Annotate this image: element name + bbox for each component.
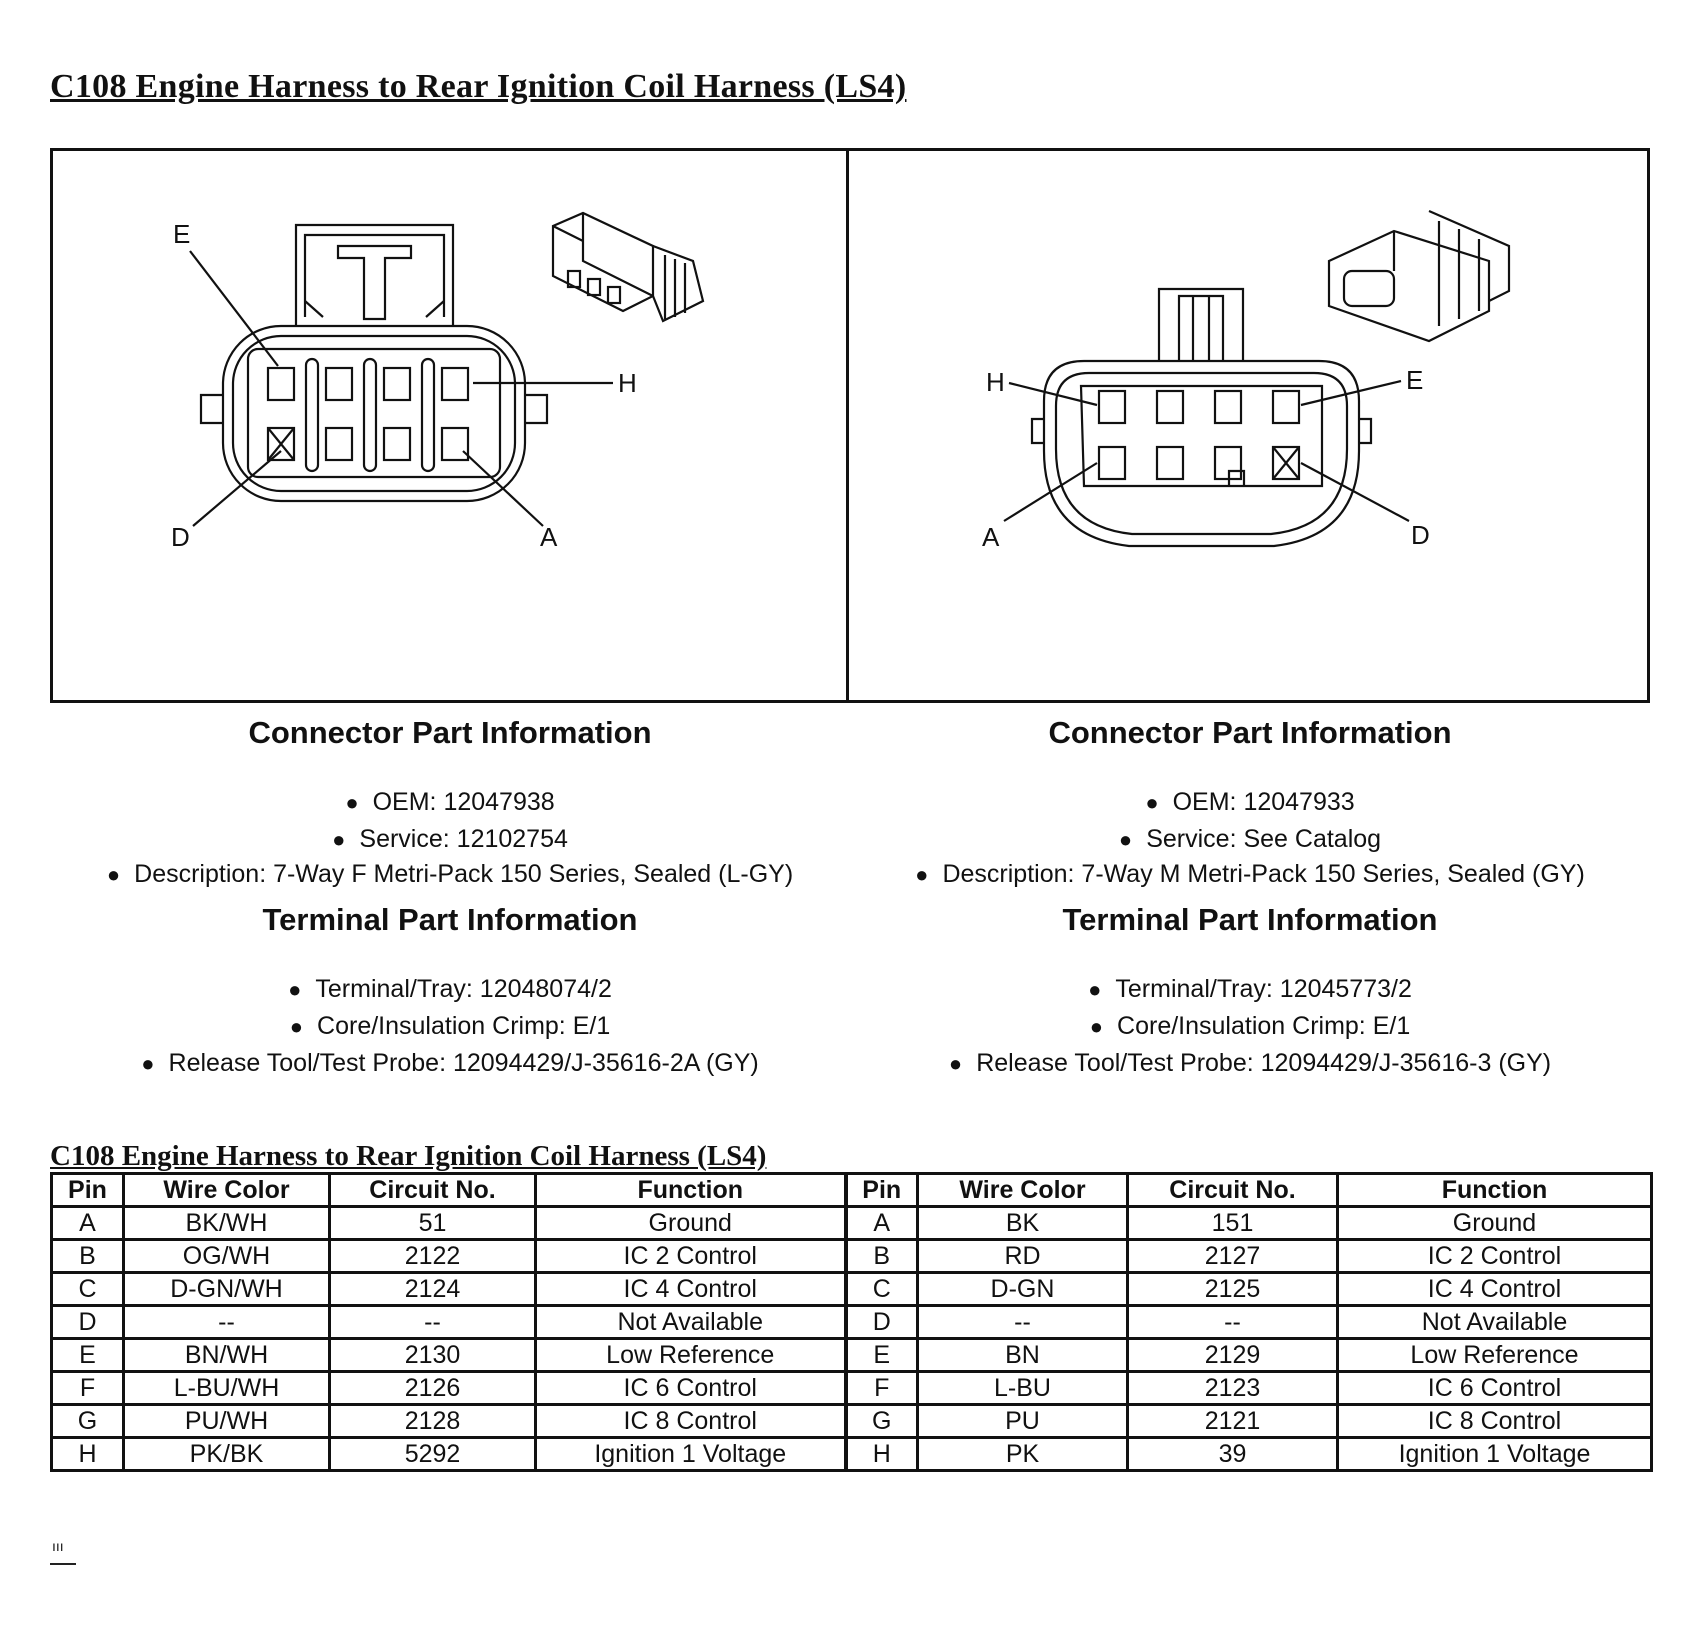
pin-label-e: E xyxy=(1406,365,1424,395)
terminal-part-heading: Terminal Part Information xyxy=(1062,902,1438,937)
page-title: C108 Engine Harness to Rear Ignition Coil Harness (LS4) xyxy=(50,68,907,105)
female-connector-diagram xyxy=(53,151,843,700)
table-cell: Not Available xyxy=(1338,1306,1652,1339)
table-cell: 2125 xyxy=(1128,1273,1338,1306)
table-cell: 39 xyxy=(1128,1438,1338,1471)
connector-info-right xyxy=(860,712,1640,1082)
pin-label-e: E xyxy=(173,219,191,249)
table-cell: E xyxy=(846,1339,918,1372)
table-cell: H xyxy=(846,1438,918,1471)
table-cell: B xyxy=(52,1240,124,1273)
table-cell: Ignition 1 Voltage xyxy=(1338,1438,1652,1471)
table-cell: 2128 xyxy=(330,1405,536,1438)
column-header: Function xyxy=(536,1174,846,1207)
table-cell: -- xyxy=(124,1306,330,1339)
table-cell: C xyxy=(52,1273,124,1306)
table-row xyxy=(52,1339,1652,1372)
list-item: ● Release Tool/Test Probe: 12094429/J-35616-3 (GY) xyxy=(948,1049,1552,1077)
table-cell: PK/BK xyxy=(124,1438,330,1471)
table-cell: BK/WH xyxy=(124,1207,330,1240)
table-cell: PU/WH xyxy=(124,1405,330,1438)
table-cell: IC 4 Control xyxy=(536,1273,846,1306)
release-tool-value: Release Tool/Test Probe: 12094429/J-35616-2A (GY) xyxy=(168,1049,759,1077)
column-header: Wire Color xyxy=(124,1174,330,1207)
table-cell: Not Available xyxy=(536,1306,846,1339)
table-cell: 2121 xyxy=(1128,1405,1338,1438)
table-cell: 5292 xyxy=(330,1438,536,1471)
table-cell: 151 xyxy=(1128,1207,1338,1240)
table-cell: D-GN/WH xyxy=(124,1273,330,1306)
table-cell: A xyxy=(52,1207,124,1240)
column-header: Circuit No. xyxy=(1128,1174,1338,1207)
table-cell: 2124 xyxy=(330,1273,536,1306)
table-cell: L-BU xyxy=(918,1372,1128,1405)
crimp-value: Core/Insulation Crimp: E/1 xyxy=(1117,1012,1411,1040)
table-cell: 2127 xyxy=(1128,1240,1338,1273)
table-cell: Ground xyxy=(1338,1207,1652,1240)
table-cell: BK xyxy=(918,1207,1128,1240)
terminal-part-list xyxy=(860,971,1640,1082)
table-cell: OG/WH xyxy=(124,1240,330,1273)
terminal-tray-value: Terminal/Tray: 12045773/2 xyxy=(1115,975,1412,1003)
column-header: Pin xyxy=(846,1174,918,1207)
table-cell: H xyxy=(52,1438,124,1471)
table-cell: IC 8 Control xyxy=(536,1405,846,1438)
table-title: C108 Engine Harness to Rear Ignition Coil Harness (LS4) xyxy=(50,1140,767,1172)
list-item: ● Service: See Catalog xyxy=(1118,825,1382,853)
table-cell: G xyxy=(52,1405,124,1438)
connector-part-list xyxy=(860,784,1640,891)
table-row xyxy=(52,1207,1652,1240)
connector-part-list xyxy=(60,784,840,891)
connector-part-heading: Connector Part Information xyxy=(248,715,652,750)
pin-label-h: H xyxy=(986,367,1005,397)
table-row xyxy=(52,1240,1652,1273)
list-item: ● Release Tool/Test Probe: 12094429/J-35616-2A (GY) xyxy=(141,1049,759,1077)
table-cell: A xyxy=(846,1207,918,1240)
terminal-part-list xyxy=(60,971,840,1082)
table-cell: 2130 xyxy=(330,1339,536,1372)
pin-label-a: A xyxy=(982,522,1000,552)
description-value: Description: 7-Way F Metri-Pack 150 Series, Sealed (L-GY) xyxy=(134,860,794,888)
table-cell: B xyxy=(846,1240,918,1273)
list-item: ● OEM: 12047933 xyxy=(1145,788,1355,816)
pinout-table xyxy=(50,1172,1653,1472)
table-cell: 2126 xyxy=(330,1372,536,1405)
table-cell: L-BU/WH xyxy=(124,1372,330,1405)
terminal-tray-value: Terminal/Tray: 12048074/2 xyxy=(315,975,612,1003)
column-header: Function xyxy=(1338,1174,1652,1207)
column-header: Pin xyxy=(52,1174,124,1207)
table-cell: F xyxy=(846,1372,918,1405)
table-cell: 2122 xyxy=(330,1240,536,1273)
pin-label-d: D xyxy=(1411,520,1430,550)
table-cell: Ignition 1 Voltage xyxy=(536,1438,846,1471)
table-cell: F xyxy=(52,1372,124,1405)
connector-diagrams xyxy=(50,148,1650,703)
table-cell: PU xyxy=(918,1405,1128,1438)
list-item: ● OEM: 12047938 xyxy=(345,788,555,816)
description-value: Description: 7-Way M Metri-Pack 150 Series, Sealed (GY) xyxy=(942,860,1585,888)
list-item: ● Terminal/Tray: 12048074/2 xyxy=(288,975,612,1003)
table-cell: D xyxy=(846,1306,918,1339)
table-cell: BN/WH xyxy=(124,1339,330,1372)
table-cell: BN xyxy=(918,1339,1128,1372)
table-row xyxy=(52,1306,1652,1339)
table-cell: -- xyxy=(918,1306,1128,1339)
table-row xyxy=(52,1405,1652,1438)
list-item: ● Core/Insulation Crimp: E/1 xyxy=(1089,1012,1411,1040)
table-cell: IC 8 Control xyxy=(1338,1405,1652,1438)
pin-label-h: H xyxy=(618,368,637,398)
table-cell: IC 2 Control xyxy=(1338,1240,1652,1273)
table-cell: E xyxy=(52,1339,124,1372)
release-tool-value: Release Tool/Test Probe: 12094429/J-35616-3 (GY) xyxy=(976,1049,1552,1077)
table-header-row xyxy=(52,1174,1652,1207)
crimp-value: Core/Insulation Crimp: E/1 xyxy=(317,1012,611,1040)
table-cell: 2123 xyxy=(1128,1372,1338,1405)
table-cell: G xyxy=(846,1405,918,1438)
list-item: ● Terminal/Tray: 12045773/2 xyxy=(1088,975,1412,1003)
male-connector-diagram xyxy=(849,151,1649,700)
table-cell: Low Reference xyxy=(1338,1339,1652,1372)
table-cell: IC 4 Control xyxy=(1338,1273,1652,1306)
list-item: ● Core/Insulation Crimp: E/1 xyxy=(289,1012,611,1040)
table-cell: RD xyxy=(918,1240,1128,1273)
oem-value: OEM: 12047933 xyxy=(1172,788,1355,816)
table-cell: IC 2 Control xyxy=(536,1240,846,1273)
table-row xyxy=(52,1273,1652,1306)
table-cell: C xyxy=(846,1273,918,1306)
table-cell: Low Reference xyxy=(536,1339,846,1372)
table-cell: 51 xyxy=(330,1207,536,1240)
column-header: Circuit No. xyxy=(330,1174,536,1207)
table-cell: -- xyxy=(330,1306,536,1339)
footer-mark: ııı xyxy=(52,1538,64,1554)
terminal-part-heading: Terminal Part Information xyxy=(262,902,638,937)
table-cell: IC 6 Control xyxy=(1338,1372,1652,1405)
table-row xyxy=(52,1438,1652,1471)
table-cell: Ground xyxy=(536,1207,846,1240)
column-header: Wire Color xyxy=(918,1174,1128,1207)
connector-part-heading: Connector Part Information xyxy=(1048,715,1452,750)
footer-divider xyxy=(50,1563,76,1565)
table-cell: 2129 xyxy=(1128,1339,1338,1372)
list-item: ● Description: 7-Way F Metri-Pack 150 Series, Sealed (L-GY) xyxy=(106,860,794,888)
table-cell: IC 6 Control xyxy=(536,1372,846,1405)
oem-value: OEM: 12047938 xyxy=(372,788,555,816)
service-value: Service: See Catalog xyxy=(1146,825,1382,853)
table-cell: -- xyxy=(1128,1306,1338,1339)
table-cell: PK xyxy=(918,1438,1128,1471)
list-item: ● Description: 7-Way M Metri-Pack 150 Series, Sealed (GY) xyxy=(915,860,1585,888)
table-cell: D xyxy=(52,1306,124,1339)
service-value: Service: 12102754 xyxy=(359,825,568,853)
pin-label-d: D xyxy=(171,522,190,552)
connector-info-left xyxy=(60,712,840,1082)
list-item: ● Service: 12102754 xyxy=(332,825,568,853)
table-cell: D-GN xyxy=(918,1273,1128,1306)
table-row xyxy=(52,1372,1652,1405)
pin-label-a: A xyxy=(540,522,558,552)
